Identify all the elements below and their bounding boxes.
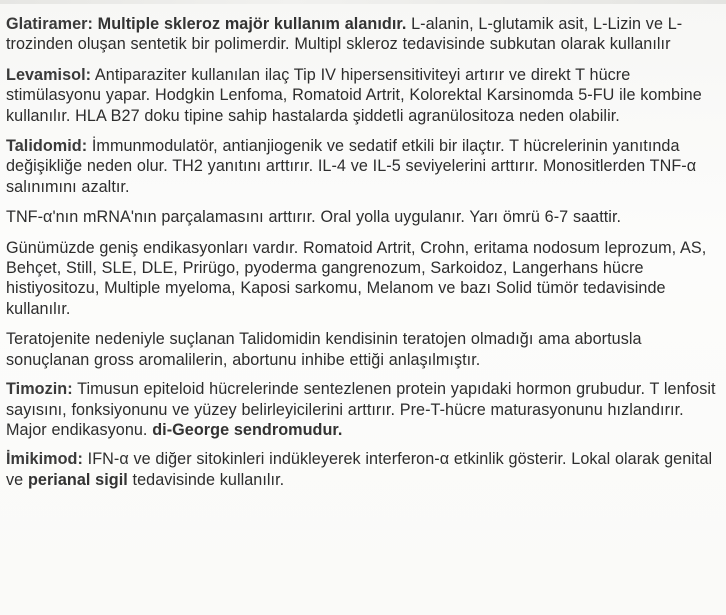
paragraph-teratojenite	[6, 329, 716, 370]
paragraph-imikimod	[6, 449, 716, 490]
term-glatiramer: Glatiramer:	[6, 15, 93, 33]
talidomid-text: İmmunmodulatör, antianjiogenik ve sedatif etkili bir ilaçtır. T hücrelerinin yanıtında değişikliğe neden olur. TH2 yanıtını arttırır. IL-4 ve IL-5 seviyelerini arttırır. Monositlerden TNF-α salınımını azaltır.	[6, 137, 697, 196]
page-top-edge	[0, 0, 726, 4]
glatiramer-lead: Multiple skleroz majör kullanım alanıdır.	[97, 15, 407, 33]
paragraph-glatiramer	[6, 6, 716, 55]
paragraph-talidomid	[6, 136, 716, 197]
paragraph-levamisol	[6, 65, 716, 126]
term-talidomid: Talidomid:	[6, 137, 88, 156]
term-levamisol: Levamisol:	[6, 65, 92, 84]
glatiramer-text: L-alanin, L-glutamik asit, L-Lizin ve L-trozinden oluşan sentetik bir polimerdir. Multipl skleroz tedavisinde subkutan olarak kullanılır	[6, 15, 683, 54]
teratojenite-text: Teratojenite nedeniyle suçlanan Talidomidin kendisinin teratojen olmadığı ama abortusla sonuçlanan gross aromalilerin, abortunu inhibe ettiği anlaşılmıştır.	[6, 330, 642, 369]
term-imikimod: İmikimod:	[6, 450, 83, 469]
paragraph-tnf	[6, 207, 716, 227]
paragraph-timozin	[6, 379, 716, 440]
imikimod-mid: perianal sigil	[27, 470, 128, 489]
timozin-tail: di-George sendromudur.	[152, 420, 343, 439]
paragraph-endikasyon	[6, 238, 716, 320]
imikimod-text: IFN-α ve diğer sitokinleri indükleyerek interferon-α etkinlik gösterir. Lokal olarak genital ve	[6, 450, 713, 489]
endikasyon-text: Günümüzde geniş endikasyonları vardır. Romatoid Artrit, Crohn, eritama nodosum leprozum, AS, Behçet, Still, SLE, DLE, Prirügo, pyoderma gangrenozum, Sarkoidoz, Langerhans hücre histiyositozu, Multiple myeloma, Kaposi sarkomu, Melanom ve bazı Solid tümör tedavisinde kullanılır.	[6, 238, 707, 318]
timozin-text: Timusun epiteloid hücrelerinde sentezlenen protein yapıdaki hormon grubudur. T lenfosit sayısını, fonksiyonunu ve yüzey belirleyicilerini arttırır. Pre-T-hücre maturasyonunu hızlandırır. Major endikasyonu.	[6, 380, 716, 439]
term-timozin: Timozin:	[6, 380, 73, 399]
levamisol-text: Antiparaziter kullanılan ilaç Tip IV hipersensitiviteyi artırır ve direkt T hücre stimülasyonu yapar. Hodgkin Lenfoma, Romatoid Artrit, Kolorektal Karsinomda 5-FU ile kombine kullanılır. HLA B27 doku tipine sahip hastalarda şiddetli agranülositoza neden olabilir.	[6, 65, 702, 125]
tnf-text: TNF-α'nın mRNA'nın parçalamasını arttırır. Oral yolla uygulanır. Yarı ömrü 6-7 saattir.	[6, 208, 622, 227]
imikimod-text2: tedavisinde kullanılır.	[127, 470, 285, 489]
